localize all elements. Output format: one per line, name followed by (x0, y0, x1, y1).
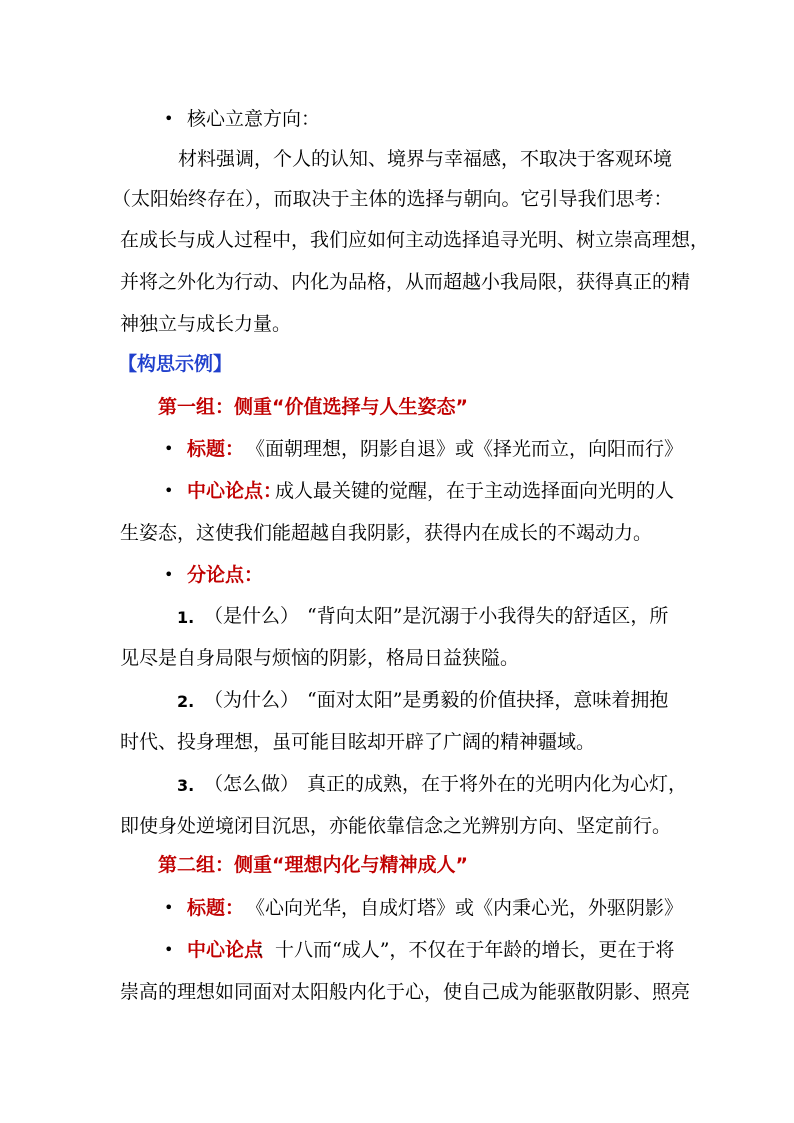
group2-title-label: 标题： (187, 897, 245, 919)
group2-title-text: 《心向光华，自成灯塔》或《内秉心光，外驱阴影》 (246, 897, 684, 919)
group1-thesis-label: 中心论点： (187, 480, 283, 502)
point-tag: （为什么） (204, 689, 300, 711)
group1-title-text: 《面朝理想，阴影自退》或《择光而立，向阳而行》 (246, 438, 684, 460)
bullet: • (164, 898, 174, 917)
core-direction-label: 核心立意方向： (187, 108, 321, 130)
bullet: • (164, 109, 174, 128)
group1-sub-label: 分论点： (187, 564, 264, 586)
point-number: 3. (177, 776, 195, 795)
group1-title-label: 标题： (187, 438, 245, 460)
bullet: • (164, 439, 174, 458)
bullet: • (164, 940, 174, 959)
bullet: • (164, 481, 174, 500)
point-tag: （是什么） (204, 605, 300, 627)
bullet: • (164, 565, 174, 584)
point-tag: （怎么做） (204, 773, 300, 795)
point-number: 1. (177, 608, 195, 627)
point-number: 2. (177, 692, 195, 711)
group2-thesis-label: 中心论点 (187, 939, 264, 961)
